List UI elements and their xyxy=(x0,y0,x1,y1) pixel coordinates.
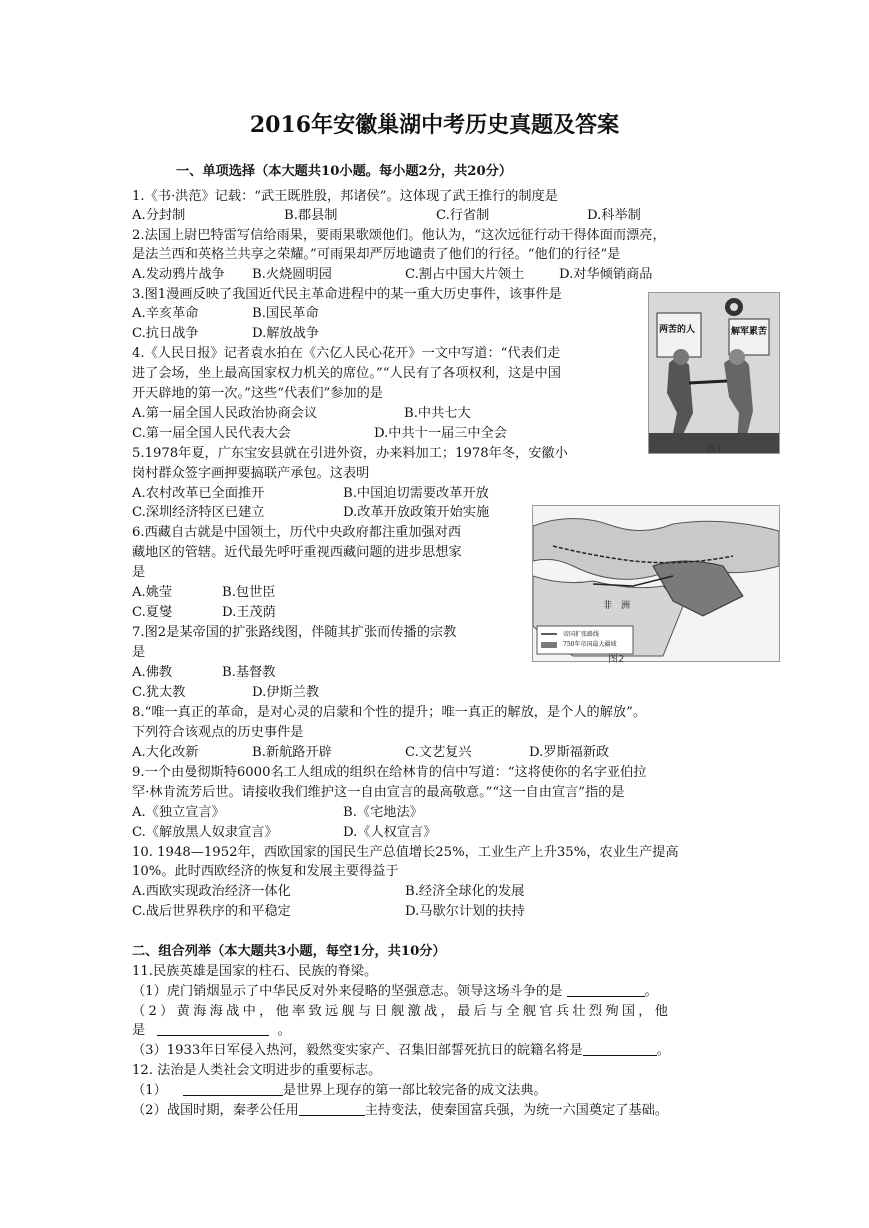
q12-blank-1[interactable] xyxy=(183,1081,283,1096)
q5-options-row1 xyxy=(132,484,489,503)
q7-option-d: D.伊斯兰教 xyxy=(252,685,320,700)
q11-part-2-line-2: 是 。 xyxy=(132,1023,291,1038)
q4-line-1: 4.《人民日报》记者袁水拍在《六亿人民心花开》一文中写道：“代表们走 xyxy=(132,346,561,361)
q6-line-3: 是 xyxy=(132,565,146,580)
figure-1-caption: 图1 xyxy=(706,444,723,455)
q8-options xyxy=(132,743,610,762)
map-label-africa: 非 洲 xyxy=(603,601,631,611)
q2-line-1: 2.法国上尉巴特雷写信给雨果，要雨果歌颂他们。他认为，“这次远征行动干得体面而漂亮， xyxy=(132,228,666,243)
q10-option-a: A.西欧实现政治经济一体化 xyxy=(132,884,291,899)
q2-options xyxy=(132,265,653,284)
q2-option-b: B.火烧圆明园 xyxy=(252,267,332,282)
q3-option-b: B.国民革命 xyxy=(252,306,319,321)
q6-option-a: A.姚莹 xyxy=(132,585,173,600)
q5-option-a: A.农村改革已全面推开 xyxy=(132,486,265,501)
q7-option-c: C.犹太教 xyxy=(132,685,186,700)
q4-option-c: C.第一届全国人民代表大会 xyxy=(132,426,291,441)
q7-option-b: B.基督教 xyxy=(222,665,276,680)
q9-option-b: B.《宅地法》 xyxy=(343,805,423,820)
figure-2-caption: 图2 xyxy=(608,654,625,665)
q2-option-c: C.割占中国大片领土 xyxy=(405,267,525,282)
q2-line-2: 是法兰西和英格兰共享之荣耀。”可雨果却严厉地谴责了他们的行径。“他们的行径”是 xyxy=(132,247,621,262)
q8-option-a: A.大化改新 xyxy=(132,745,199,760)
q2-option-d: D.对华倾销商品 xyxy=(559,267,653,282)
q8-option-b: B.新航路开辟 xyxy=(252,745,332,760)
q4-line-3: 开天辟地的第一次。”这些“代表们”参加的是 xyxy=(132,386,383,401)
q11-blank-1[interactable] xyxy=(567,982,645,997)
q9-options-row2 xyxy=(132,823,437,842)
q4-line-2: 进了会场，坐上最高国家权力机关的席位。”“人民有了各项权利，这是中国 xyxy=(132,366,561,381)
q5-option-b: B.中国迫切需要改革开放 xyxy=(343,486,489,501)
q1-option-d: D.科举制 xyxy=(587,208,641,223)
q6-option-d: D.王茂荫 xyxy=(222,605,276,620)
q1-option-c: C.行省制 xyxy=(436,208,490,223)
cartoon-illustration xyxy=(649,293,779,453)
q6-line-1: 6.西藏自古就是中国领土，历代中央政府都注重加强对西 xyxy=(132,525,462,540)
q6-option-c: C.夏燮 xyxy=(132,605,173,620)
page-title: 2016年安徽巢湖中考历史真题及答案 xyxy=(249,112,620,138)
figure-1-cartoon xyxy=(648,292,780,454)
q10-line-1: 10. 1948—1952年，西欧国家的国民生产总值增长25%，工业生产上升35%，农业生产提高 xyxy=(132,845,679,860)
figure-1-sign-left: 两苦的人 xyxy=(659,325,696,335)
q4-option-a: A.第一届全国人民政治协商会议 xyxy=(132,406,318,421)
q9-options-row1 xyxy=(132,803,423,822)
q11-part-3: （3）1933年日军侵入热河，毅然变实家产、召集旧部誓死抗日的皖籍名将是 。 xyxy=(132,1043,670,1058)
q10-option-c: C.战后世界秩序的和平稳定 xyxy=(132,904,291,919)
q10-options-row2 xyxy=(132,902,525,921)
q1-stem: 1.《书·洪范》记载：“武王既胜殷，邦诸侯”。这体现了武王推行的制度是 xyxy=(132,189,558,204)
q1-options xyxy=(132,206,641,225)
q10-line-2: 10%。此时西欧经济的恢复和发展主要得益于 xyxy=(132,864,399,879)
q3-options-row1 xyxy=(132,304,319,323)
q1-option-a: A.分封制 xyxy=(132,208,186,223)
q4-options-row2 xyxy=(132,424,507,443)
q8-option-d: D.罗斯福新政 xyxy=(529,745,610,760)
q8-option-c: C.文艺复兴 xyxy=(405,745,472,760)
figure-1-sign-right: 解军累苦 xyxy=(731,327,768,337)
q6-option-b: B.包世臣 xyxy=(222,585,276,600)
q8-line-2: 下列符合该观点的历史事件是 xyxy=(132,725,304,740)
q1-option-b: B.郡县制 xyxy=(284,208,338,223)
q4-option-b: B.中共七大 xyxy=(404,406,471,421)
q6-options-row2 xyxy=(132,603,276,622)
map-legend-territory: 750年帝国最大疆域 xyxy=(563,641,617,648)
q3-stem: 3.图1漫画反映了我国近代民主革命进程中的某一重大历史事件，该事件是 xyxy=(132,287,562,302)
q7-line-2: 是 xyxy=(132,645,146,660)
q11-blank-3[interactable] xyxy=(583,1041,657,1056)
q9-line-1: 9.一个由曼彻斯特6000名工人组成的组织在给林肯的信中写道：“这将使你的名字亚伯拉 xyxy=(132,765,647,780)
figure-2-map xyxy=(532,505,780,662)
q11-part-1: （1）虎门销烟显示了中华民反对外来侵略的坚强意志。领导这场斗争的是 。 xyxy=(132,984,658,999)
q9-option-d: D.《人权宣言》 xyxy=(343,825,437,840)
q11-blank-2[interactable] xyxy=(157,1021,269,1036)
q7-options-row1 xyxy=(132,663,276,682)
q7-option-a: A.佛教 xyxy=(132,665,173,680)
q6-line-2: 藏地区的管辖。近代最先呼吁重视西藏问题的进步思想家 xyxy=(132,545,462,560)
q12-part-2: （2）战国时期，秦孝公任用 主持变法，使秦国富兵强，为统一六国奠定了基础。 xyxy=(132,1103,668,1118)
q3-option-c: C.抗日战争 xyxy=(132,326,199,341)
section-1-heading: 一、单项选择（本大题共10小题。每小题2分，共20分） xyxy=(176,164,513,179)
q8-line-1: 8.“唯一真正的革命，是对心灵的启蒙和个性的提升；唯一真正的解放，是个人的解放”。 xyxy=(132,705,646,720)
q7-options-row2 xyxy=(132,683,320,702)
q4-options-row1 xyxy=(132,404,471,423)
q3-option-a: A.辛亥革命 xyxy=(132,306,199,321)
q9-line-2: 罕·林肯流芳后世。请接收我们维护这一自由宣言的最高敬意。”“这一自由宣言”指的是 xyxy=(132,785,625,800)
q11-part-2-line-1: （2）黄海海战中，他率致远舰与日舰激战，最后与全舰官兵壮烈殉国，他 xyxy=(132,1004,672,1019)
q10-options-row1 xyxy=(132,882,525,901)
q12-part-1: （1） 是世界上现存的第一部比较完备的成文法典。 xyxy=(132,1083,547,1098)
section-2-heading: 二、组合列举（本大题共3小题，每空1分，共10分） xyxy=(132,944,446,959)
q4-option-d: D.中共十一届三中全会 xyxy=(374,426,507,441)
q2-option-a: A.发动鸦片战争 xyxy=(132,267,225,282)
q7-line-1: 7.图2是某帝国的扩张路线图，伴随其扩张而传播的宗教 xyxy=(132,625,457,640)
q5-option-d: D.改革开放政策开始实施 xyxy=(343,505,490,520)
map-legend-route: 帝国扩张路线 xyxy=(563,631,600,638)
q10-option-d: D.马歇尔计划的扶持 xyxy=(405,904,525,919)
q5-option-c: C.深圳经济特区已建立 xyxy=(132,505,265,520)
q10-option-b: B.经济全球化的发展 xyxy=(405,884,525,899)
q3-option-d: D.解放战争 xyxy=(252,326,320,341)
q5-line-1: 5.1978年夏，广东宝安县就在引进外资，办来料加工；1978年冬，安徽小 xyxy=(132,446,568,461)
q11-stem: 11.民族英雄是国家的柱石、民族的脊梁。 xyxy=(132,964,378,979)
q5-options-row2 xyxy=(132,503,490,522)
q3-options-row2 xyxy=(132,324,320,343)
q9-option-a: A.《独立宣言》 xyxy=(132,805,225,820)
q9-option-c: C.《解放黑人奴隶宣言》 xyxy=(132,825,278,840)
q6-options-row1 xyxy=(132,583,276,602)
q12-stem: 12. 法治是人类社会文明进步的重要标志。 xyxy=(132,1063,382,1078)
q12-blank-2[interactable] xyxy=(299,1101,365,1116)
q5-line-2: 岗村群众签字画押要搞联产承包。这表明 xyxy=(132,466,370,481)
